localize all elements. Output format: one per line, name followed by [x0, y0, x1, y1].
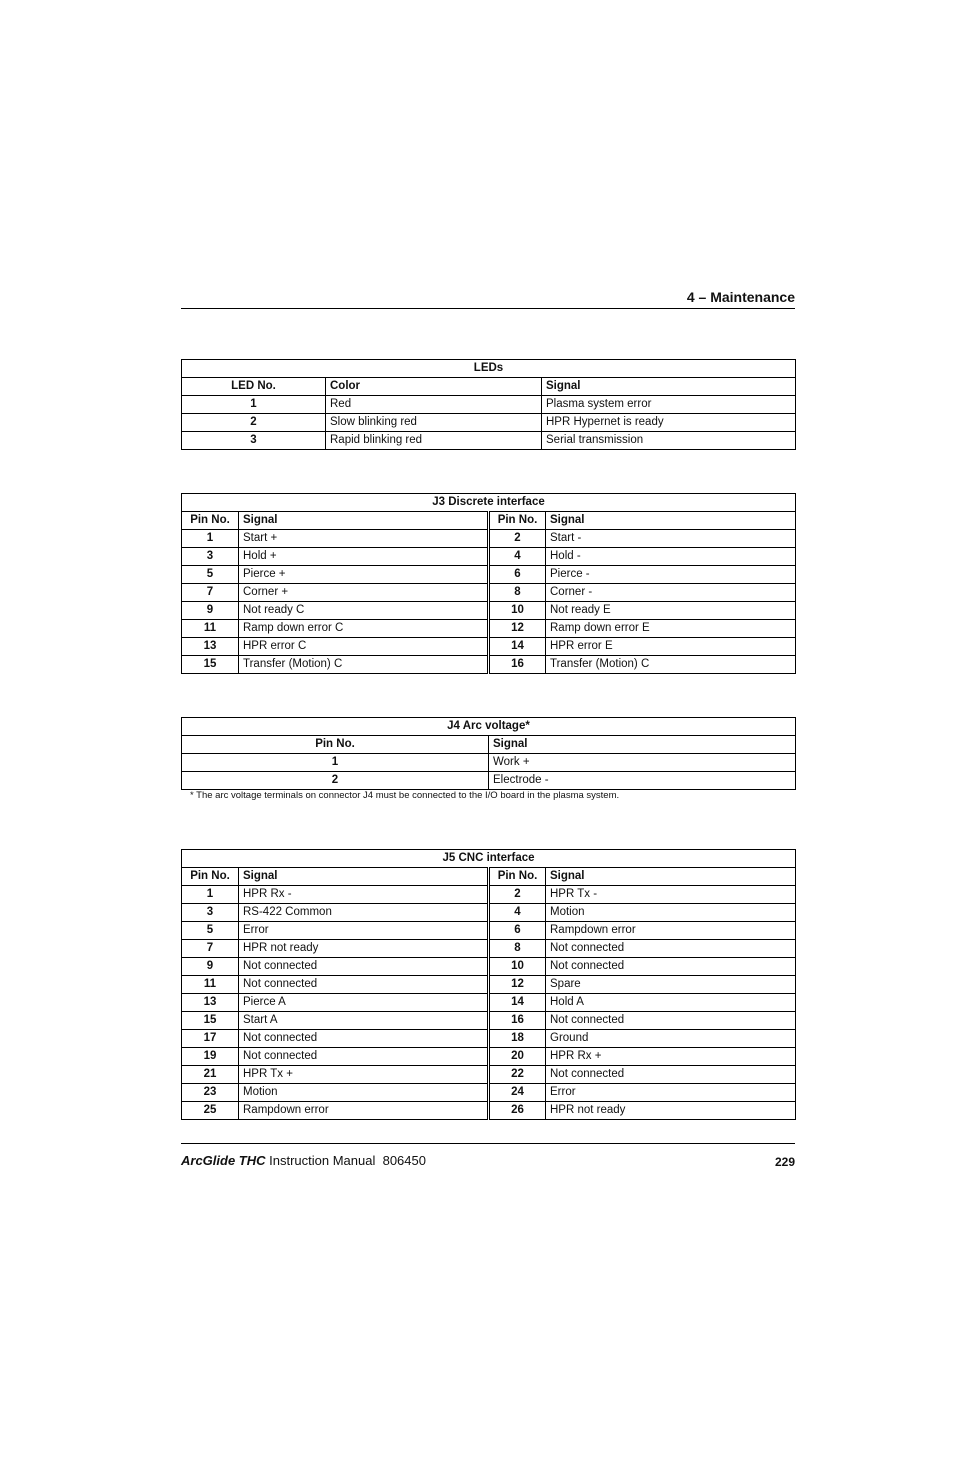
pin-signal: Error: [546, 1084, 796, 1102]
pin-number: 14: [489, 638, 546, 656]
pin-number: 15: [182, 656, 239, 674]
pin-signal: Error: [239, 922, 489, 940]
pin-number: 1: [182, 754, 489, 772]
led-signal: Plasma system error: [542, 396, 796, 414]
pin-signal: Not connected: [239, 1030, 489, 1048]
pin-signal: Not ready E: [546, 602, 796, 620]
pin-number: 11: [182, 620, 239, 638]
j5-table: [181, 849, 796, 1120]
pin-signal: Start A: [239, 1012, 489, 1030]
led-number: 3: [182, 432, 326, 450]
pin-signal: Not connected: [546, 940, 796, 958]
j4-caption: J4 Arc voltage*: [182, 718, 796, 736]
table-row: [182, 548, 796, 566]
column-header: Pin No.: [182, 868, 239, 886]
pin-number: 22: [489, 1066, 546, 1084]
page-header: [181, 287, 795, 309]
pin-number: 2: [489, 886, 546, 904]
table-row: [182, 772, 796, 790]
pin-number: 3: [182, 904, 239, 922]
pin-number: 7: [182, 584, 239, 602]
product-name: ArcGlide THC: [181, 1153, 266, 1168]
pin-number: 13: [182, 638, 239, 656]
pin-number: 16: [489, 656, 546, 674]
pin-number: 16: [489, 1012, 546, 1030]
table-row: [182, 584, 796, 602]
pin-signal: HPR Tx +: [239, 1066, 489, 1084]
pin-signal: HPR Tx -: [546, 886, 796, 904]
pin-signal: Pierce +: [239, 566, 489, 584]
pin-number: 2: [489, 530, 546, 548]
pin-number: 10: [489, 958, 546, 976]
table-row: [182, 940, 796, 958]
pin-number: 2: [182, 772, 489, 790]
table-row: [182, 1066, 796, 1084]
column-header: Signal: [239, 868, 489, 886]
table-row: [182, 396, 796, 414]
pin-number: 1: [182, 530, 239, 548]
pin-number: 17: [182, 1030, 239, 1048]
pin-number: 8: [489, 584, 546, 602]
table-row: [182, 1084, 796, 1102]
pin-signal: Pierce A: [239, 994, 489, 1012]
pin-number: 18: [489, 1030, 546, 1048]
pin-signal: Corner +: [239, 584, 489, 602]
table-row: [182, 1030, 796, 1048]
j3-caption: J3 Discrete interface: [182, 494, 796, 512]
pin-signal: Hold -: [546, 548, 796, 566]
pin-number: 24: [489, 1084, 546, 1102]
pin-number: 6: [489, 922, 546, 940]
pin-number: 11: [182, 976, 239, 994]
pin-signal: HPR not ready: [546, 1102, 796, 1120]
pin-number: 19: [182, 1048, 239, 1066]
pin-number: 13: [182, 994, 239, 1012]
column-header: Signal: [239, 512, 489, 530]
pin-number: 3: [182, 548, 239, 566]
table-row: [182, 656, 796, 674]
pin-signal: Not connected: [546, 958, 796, 976]
pin-signal: Ground: [546, 1030, 796, 1048]
pin-number: 20: [489, 1048, 546, 1066]
pin-number: 25: [182, 1102, 239, 1120]
leds-header-row: [182, 378, 796, 396]
pin-number: 4: [489, 548, 546, 566]
column-header: Signal: [542, 378, 796, 396]
pin-number: 1: [182, 886, 239, 904]
pin-signal: Motion: [546, 904, 796, 922]
pin-signal: HPR error C: [239, 638, 489, 656]
leds-table: [181, 359, 796, 450]
pin-number: 4: [489, 904, 546, 922]
table-row: [182, 958, 796, 976]
led-number: 2: [182, 414, 326, 432]
led-color: Red: [326, 396, 542, 414]
column-header: Signal: [546, 868, 796, 886]
pin-signal: Spare: [546, 976, 796, 994]
led-signal: Serial transmission: [542, 432, 796, 450]
table-row: [182, 414, 796, 432]
pin-signal: Hold +: [239, 548, 489, 566]
pin-number: 26: [489, 1102, 546, 1120]
manual-title: Instruction Manual 806450: [269, 1153, 426, 1168]
pin-signal: Ramp down error E: [546, 620, 796, 638]
pin-number: 5: [182, 922, 239, 940]
footer-left: [181, 1153, 426, 1169]
pin-number: 15: [182, 1012, 239, 1030]
pin-signal: Pierce -: [546, 566, 796, 584]
pin-number: 5: [182, 566, 239, 584]
table-row: [182, 530, 796, 548]
pin-number: 6: [489, 566, 546, 584]
table-row: [182, 432, 796, 450]
pin-signal: RS-422 Common: [239, 904, 489, 922]
j5-header-row: [182, 868, 796, 886]
table-row: [182, 754, 796, 772]
pin-signal: Ramp down error C: [239, 620, 489, 638]
pin-signal: HPR not ready: [239, 940, 489, 958]
pin-number: 9: [182, 602, 239, 620]
j5-caption: J5 CNC interface: [182, 850, 796, 868]
pin-signal: Start -: [546, 530, 796, 548]
pin-signal: Rampdown error: [239, 1102, 489, 1120]
led-color: Slow blinking red: [326, 414, 542, 432]
pin-signal: Transfer (Motion) C: [546, 656, 796, 674]
column-header: Pin No.: [182, 736, 489, 754]
column-header: Pin No.: [489, 512, 546, 530]
column-header: Color: [326, 378, 542, 396]
pin-number: 10: [489, 602, 546, 620]
pin-signal: Rampdown error: [546, 922, 796, 940]
table-row: [182, 620, 796, 638]
table-row: [182, 638, 796, 656]
pin-signal: Electrode -: [489, 772, 796, 790]
table-row: [182, 566, 796, 584]
pin-signal: Work +: [489, 754, 796, 772]
column-header: Pin No.: [182, 512, 239, 530]
table-row: [182, 602, 796, 620]
pin-signal: Hold A: [546, 994, 796, 1012]
pin-signal: Motion: [239, 1084, 489, 1102]
pin-number: 23: [182, 1084, 239, 1102]
pin-signal: Not connected: [546, 1012, 796, 1030]
led-signal: HPR Hypernet is ready: [542, 414, 796, 432]
column-header: LED No.: [182, 378, 326, 396]
table-row: [182, 994, 796, 1012]
section-title: 4 – Maintenance: [686, 289, 795, 305]
j3-header-row: [182, 512, 796, 530]
pin-signal: Corner -: [546, 584, 796, 602]
pin-signal: HPR Rx +: [546, 1048, 796, 1066]
pin-signal: Transfer (Motion) C: [239, 656, 489, 674]
leds-caption: LEDs: [182, 360, 796, 378]
table-row: [182, 1012, 796, 1030]
led-number: 1: [182, 396, 326, 414]
pin-signal: Not connected: [239, 976, 489, 994]
column-header: Signal: [546, 512, 796, 530]
table-row: [182, 976, 796, 994]
pin-number: 14: [489, 994, 546, 1012]
pin-number: 8: [489, 940, 546, 958]
table-row: [182, 886, 796, 904]
pin-signal: HPR error E: [546, 638, 796, 656]
pin-number: 12: [489, 976, 546, 994]
pin-number: 12: [489, 620, 546, 638]
pin-signal: Not connected: [546, 1066, 796, 1084]
j4-table: [181, 717, 796, 790]
j4-footnote: * The arc voltage terminals on connector J4 must be connected to the I/O board in the plasma system.: [190, 790, 620, 801]
table-row: [182, 1102, 796, 1120]
led-color: Rapid blinking red: [326, 432, 542, 450]
page-number: 229: [774, 1155, 795, 1169]
pin-number: 9: [182, 958, 239, 976]
pin-number: 21: [182, 1066, 239, 1084]
table-row: [182, 922, 796, 940]
column-header: Signal: [489, 736, 796, 754]
column-header: Pin No.: [489, 868, 546, 886]
pin-signal: Start +: [239, 530, 489, 548]
j3-table: [181, 493, 796, 674]
pin-signal: Not connected: [239, 1048, 489, 1066]
j4-header-row: [182, 736, 796, 754]
table-row: [182, 904, 796, 922]
page-footer: [181, 1143, 795, 1172]
pin-signal: HPR Rx -: [239, 886, 489, 904]
pin-signal: Not ready C: [239, 602, 489, 620]
pin-number: 7: [182, 940, 239, 958]
pin-signal: Not connected: [239, 958, 489, 976]
table-row: [182, 1048, 796, 1066]
